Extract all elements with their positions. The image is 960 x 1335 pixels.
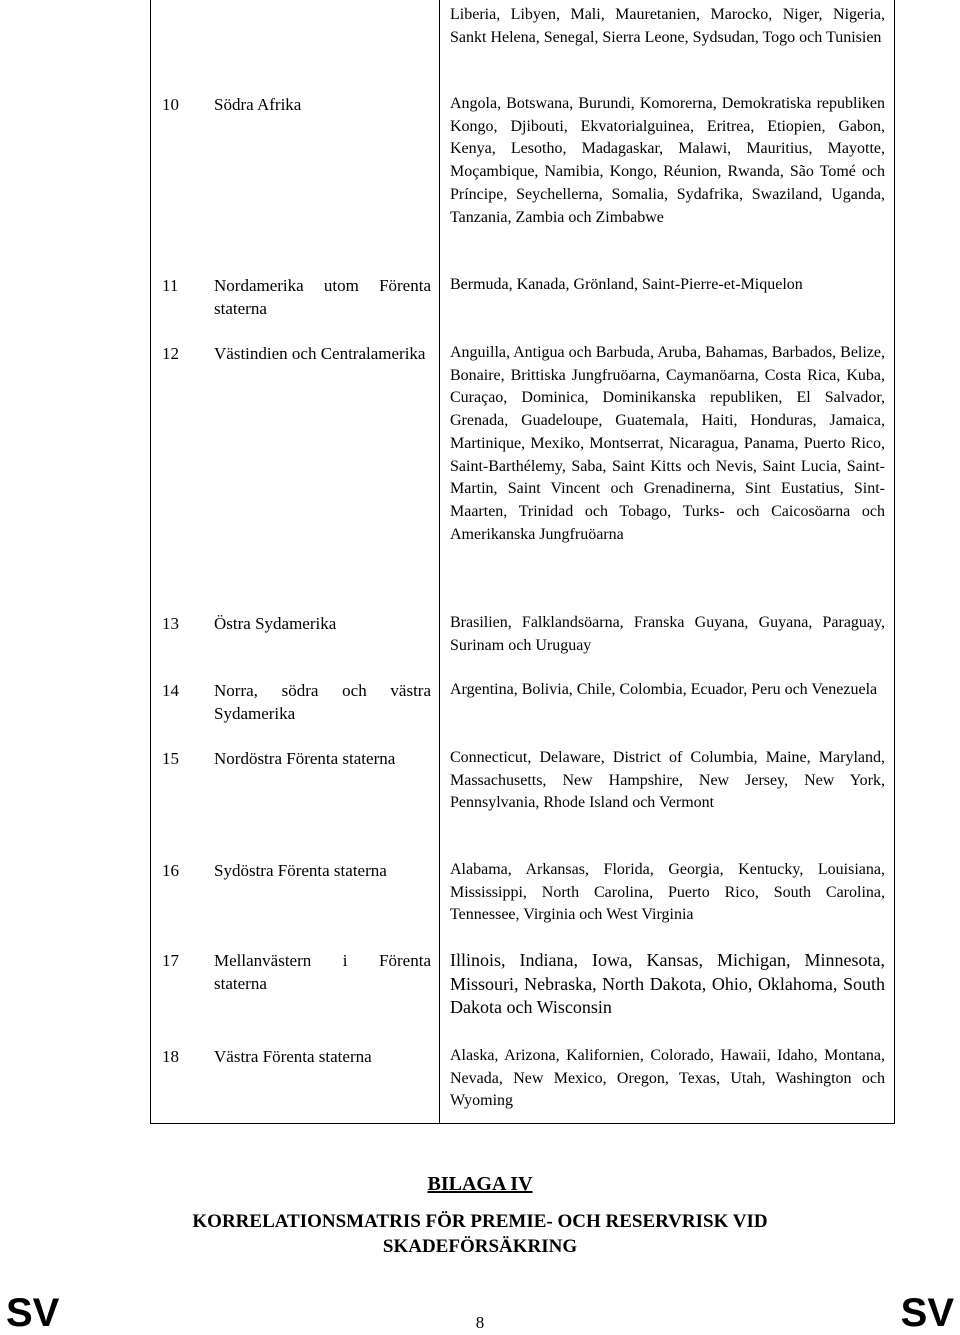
row-region: Västindien och Centralamerika [214,344,426,363]
row-countries: Brasilien, Falklandsöarna, Franska Guyana, Guyana, Paraguay, Surinam och Uruguay [450,614,885,654]
row-number: 11 [162,276,179,295]
row-countries: Alabama, Arkansas, Florida, Georgia, Kentucky, Louisiana, Mississippi, North Carolina, Puerto Rico, South Carolina, Tennessee, Virginia och West Virginia [450,861,885,924]
row-region: Mellanvästern i Förenta staterna [214,951,431,993]
row-countries: Alaska, Arizona, Kalifornien, Colorado, Hawaii, Idaho, Montana, Nevada, New Mexico, Oregon, Texas, Utah, Washington och Wyoming [450,1047,885,1110]
row-region: Södra Afrika [214,95,302,114]
row-number: 14 [162,681,179,700]
row-number: 16 [162,861,179,880]
language-code-left: SV [6,1291,60,1335]
language-code-right: SV [900,1291,954,1335]
row-region: Nordamerika utom Förenta staterna [214,276,431,318]
row-countries: Angola, Botswana, Burundi, Komorerna, Demokratiska republiken Kongo, Djibouti, Ekvatorialguinea, Eritrea, Etiopien, Gabon, Kenya, Lesotho, Madagaskar, Malawi, Mauritius, Mayotte, Moçambique, Namibia, Kongo, Réunion, Rwanda, São Tomé och Príncipe, Seychellerna, Somalia, Sydafrika, Swaziland, Uganda, Tanzania, Zambia och Zimbabwe [450,95,885,226]
annex-subtitle: KORRELATIONSMATRIS FÖR PREMIE- OCH RESERVRISK VID SKADEFÖRSÄKRING [192,1211,768,1257]
region-table [150,0,895,1124]
row-countries: Bermuda, Kanada, Grönland, Saint-Pierre-et-Miquelon [450,276,803,293]
row-region: Östra Sydamerika [214,614,337,633]
annex-title: BILAGA IV [427,1173,533,1195]
row-countries: Anguilla, Antigua och Barbuda, Aruba, Bahamas, Barbados, Belize, Bonaire, Brittiska Jungfruöarna, Caymanöarna, Costa Rica, Kuba, Curaçao, Dominica, Dominikanska republiken, El Salvador, Grenada, Guadeloupe, Guatemala, Haiti, Honduras, Jamaica, Martinique, Mexiko, Montserrat, Nicaragua, Panama, Puerto Rico, Saint-Barthélemy, Saba, Saint Kitts och Nevis, Saint Lucia, Saint-Martin, Saint Vincent och Grenadinerna, Sint Eustatius, Sint-Maarten, Trinidad och Tobago, Turks- och Caicosöarna och Amerikanska Jungfruöarna [450,344,886,543]
row-number: 10 [162,95,179,114]
row-number: 18 [162,1047,179,1066]
row-region: Västra Förenta staterna [214,1047,372,1066]
row-countries: Connecticut, Delaware, District of Columbia, Maine, Maryland, Massachusetts, New Hampshire, New Jersey, New York, Pennsylvania, Rhode Island och Vermont [450,749,885,812]
row-countries: Argentina, Bolivia, Chile, Colombia, Ecuador, Peru och Venezuela [450,681,878,698]
row-number: 13 [162,614,179,633]
row-countries: Illinois, Indiana, Iowa, Kansas, Michigan, Minnesota, Missouri, Nebraska, North Dakota, Ohio, Oklahoma, South Dakota och Wisconsin [450,950,885,1017]
row-countries: Liberia, Libyen, Mali, Mauretanien, Marocko, Niger, Nigeria, Sankt Helena, Senegal, Sierra Leone, Sydsudan, Togo och Tunisien [450,6,885,46]
row-number: 15 [162,749,179,768]
row-region: Nordöstra Förenta staterna [214,749,396,768]
page-number: 8 [475,1313,485,1332]
row-number: 17 [162,951,179,970]
row-region: Norra, södra och västra Sydamerika [214,681,431,723]
annex-heading [0,1173,960,1196]
row-number: 12 [162,344,179,363]
row-region: Sydöstra Förenta staterna [214,861,387,880]
